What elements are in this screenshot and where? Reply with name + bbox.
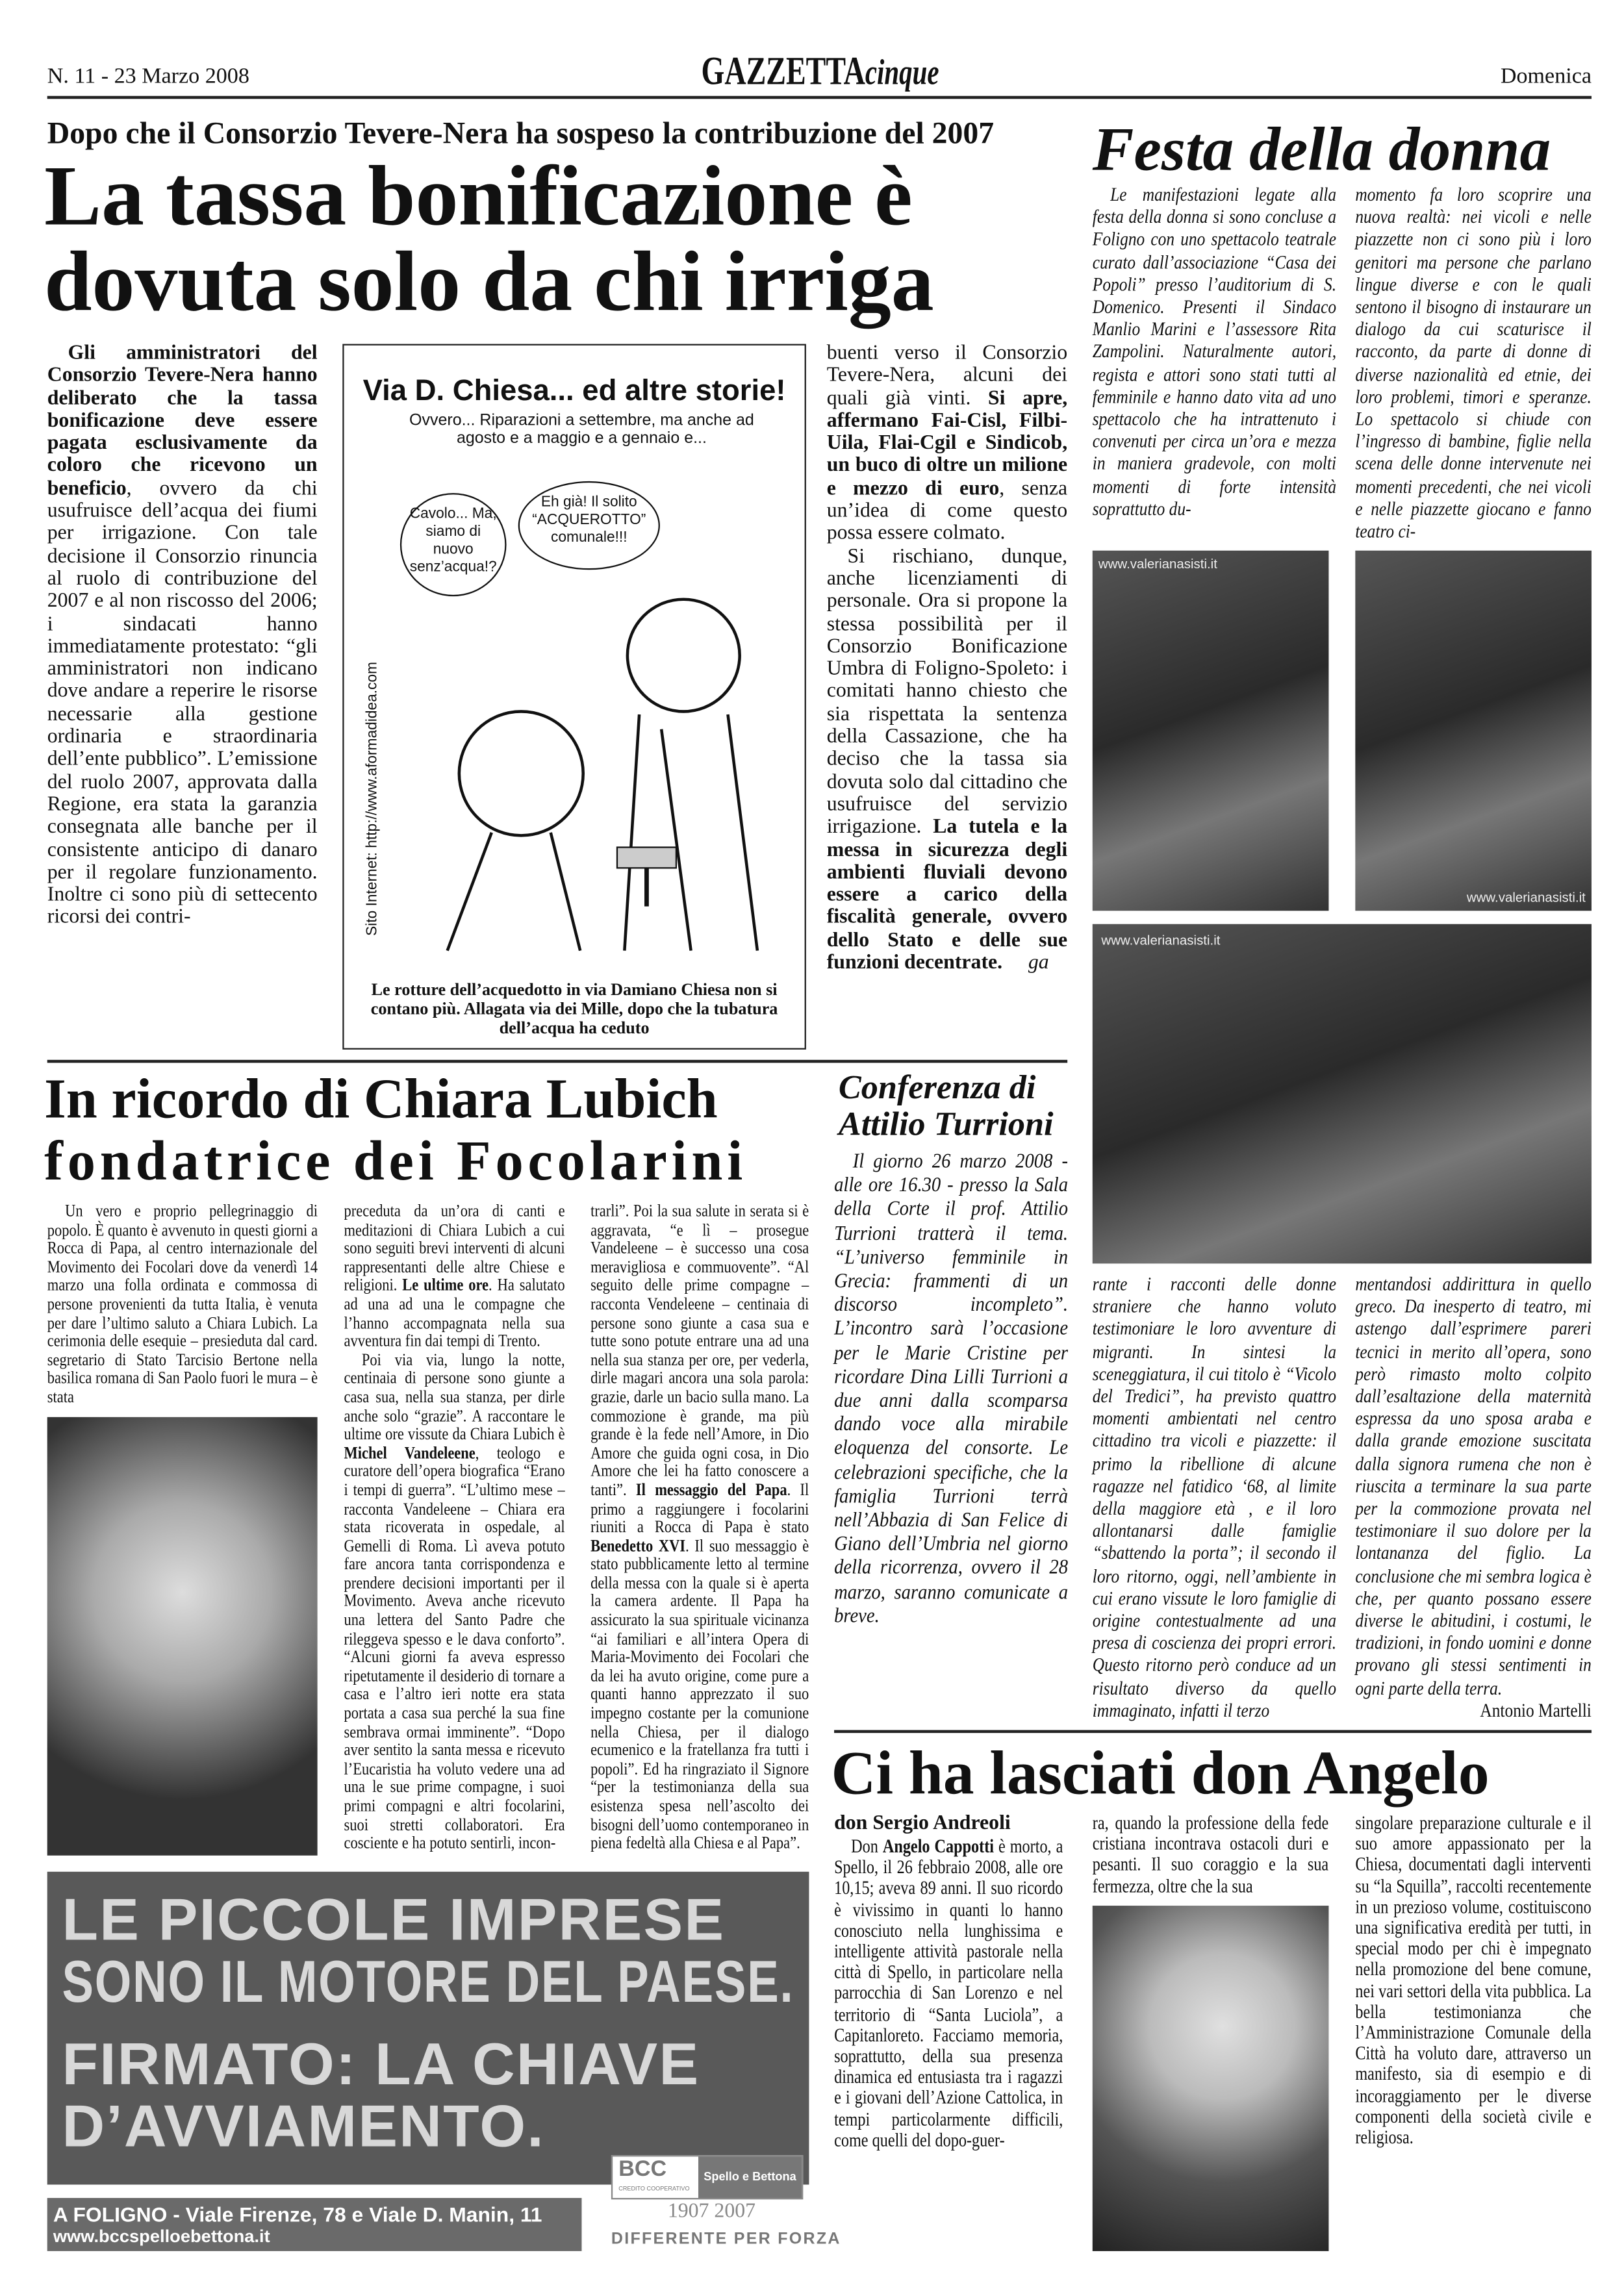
- festa-title: Festa della donna: [1092, 116, 1551, 185]
- lubich-col-2: [344, 1203, 566, 1854]
- lead-bold: Gli amministratori del Consorzio Tevere-Nera hanno deliberato che la tassa bonificazione deve essere pagata esclusivamente da coloro che ricevono un beneficio: [47, 342, 318, 500]
- angelo-col-3: [1355, 1813, 1592, 2148]
- ad-footer: [47, 2156, 841, 2259]
- conferenza-text: [834, 1152, 1067, 1630]
- headline-line-2: fondatrice dei Focolarini: [44, 1130, 748, 1193]
- ad-line-2: SONO IL MOTORE DEL PAESE.: [62, 1950, 794, 2015]
- body-text: Le manifestazioni legate alla festa della donna si sono concluse a Foligno con uno spettacolo teatrale curato dall’associazione “Casa dei Popoli” presso l’auditorium di S. Domenico. Presenti il Sindaco Manlio Marini e l’assessore Rita Zampolini. Naturalmente autori, regista e attori sono stati tutti al femminile e hanno dato vita ad uno spettacolo che ha intrattenuto i convenuti per circa un’ora e mezza in maniera gradevole, con molti momenti di forte intensità soprattutto du-: [1092, 183, 1337, 520]
- bold-text: La tutela e la messa in sicurezza degli ambienti fluviali devono essere a carico della fiscalità generale, ovvero dello Stato e delle sue funzioni decentrate.: [826, 816, 1068, 975]
- cartoon-caption: Le rotture dell’acquedotto in via Damiano Chiesa non si contano più. Allagata via dei Mille, dopo che la tubatura dell’acqua ha ceduto: [359, 981, 790, 1039]
- issue-date: N. 11 - 23 Marzo 2008: [47, 64, 249, 89]
- speech-bubble-right: Eh già! Il solito “ACQUEROTTO” comunale!!!: [518, 481, 660, 570]
- author: Antonio Martelli: [1480, 1698, 1592, 1721]
- bold-name: Angelo Cappotti: [882, 1834, 995, 1858]
- conferenza-title: [839, 1068, 1072, 1142]
- bold-name: Michel Vandeleene: [344, 1444, 476, 1463]
- photo-woman-2: [1355, 551, 1592, 910]
- section-rule: [834, 1730, 1592, 1734]
- logo-subtext: CREDITO COOPERATIVO: [618, 2184, 690, 2192]
- photo-women-1: [1093, 551, 1329, 910]
- body-text: Un vero e proprio pellegrinaggio di popolo. È quanto è avvenuto in questi giorni a Rocca di Papa, al centro internazionale del Movimento dei Focolari dove da venerdì 14 marzo una folla ordinata e commossa di persone provenienti da tutta Italia, è venuta per dare l’ultimo saluto a Chiara Lubich. La cerimonia delle esequie – presieduta dal card. segretario di Stato Tarcisio Bertone nella basilica romana di San Paolo fuori le mura – è stata: [47, 1203, 318, 1407]
- festa-col-3: [1093, 1272, 1336, 1721]
- bold-text: Si apre, affermano Fai-Cisl, Filbi-Uila, Flai-Cgil e Sindicob, un buco di oltre un milione e mezzo di euro: [826, 387, 1068, 500]
- section-rule: [47, 1060, 1067, 1062]
- lubich-headline: [44, 1068, 812, 1192]
- body-text: singolare preparazione culturale e il suo amore appassionato per la Chiesa, documentati dagli interventi su “la Squilla”, raccolti recentemente in un prezioso volume, costituiscono una significativa eredità per tutti, in special modo per chi è impegnato nella promozione del bene comune, nei vari settori della vita pubblica. La bella testimonianza che l’Amministrazione Comunale della Città ha voluto dare, attraverso un manifesto, sia di esempio e di incoraggiamento per le diverse componenti della società civile e religiosa.: [1355, 1811, 1592, 2148]
- body-text: rante i racconti delle donne straniere che hanno voluto testimoniare le loro avventure di migranti. In sintesi la sceneggiatura, il cui titolo è “Vicolo del Tredici”, ha previsto quattro momenti ambientati nel centro cittadino tra vicoli e piazzette: il primo la ribellione di alcune ragazze nel fatidico ‘68, al limite della maggiore età , e il loro allontanarsi dalle famiglie “sbattendo la porta”; il secondo il loro ritorno, oggi, nell’ambiente in cui erano vissute le loro famiglie di origine contestualmente ad una presa di coscienza dei propri errori. Questo ritorno però conduce ad un risultato diverso da quello immaginato, infatti il terzo: [1092, 1272, 1337, 1721]
- bold-name: Benedetto XVI: [590, 1537, 686, 1556]
- body-text: preceduta da un’ora di canti e meditazioni di Chiara Lubich a cui sono seguiti brevi interventi di alcuni rappresentanti delle altre Chiese e religioni.: [344, 1203, 565, 1296]
- photo-credit: www.valerianasisti.it: [1098, 557, 1217, 572]
- ad-slogan: DIFFERENTE PER FORZA: [611, 2230, 841, 2249]
- speech-bubble-left: Cavolo... Ma, siamo di nuovo senz’acqua!?: [400, 493, 507, 596]
- ad-line-3: FIRMATO: LA CHIAVE: [62, 2032, 700, 2098]
- body-text: Il giorno 26 marzo 2008 - alle ore 16.30 - presso la Sala della Corte il prof. Attilio Turrioni tratterà il tema. “L’universo femminile in Grecia: frammenti di un discorso incompleto”. L’incontro sarà l’occasione per le Marie Cristine per ricordare Dina Lilli Turrioni a due anni dalla scomparsa dando voce alla mirabile eloquenza del consorte. Le celebrazioni specifiche, che la famiglia Turrioni terrà nell’Abbazia di San Felice di Giano dell’Umbria nel giorno della ricorrenza, ovvero il 28 marzo, saranno comunicate a breve.: [834, 1151, 1069, 1628]
- cartoon-title: Via D. Chiesa... ed altre storie!: [362, 375, 786, 408]
- masthead: [702, 49, 939, 94]
- lubich-col-3: [590, 1203, 809, 1854]
- photo-chiara-lubich: [47, 1417, 318, 1856]
- festa-bottom-text: [1093, 1272, 1592, 1721]
- festa-photo-row: [1093, 551, 1592, 910]
- headline-line-2: dovuta solo da chi irriga: [44, 233, 934, 329]
- ad-address-bar: [47, 2198, 582, 2251]
- festa-body: [1093, 183, 1592, 1721]
- body-text: trarli”. Poi la sua salute in serata si è aggravata, “e lì – prosegue Vandeleene – è successo una cosa meravigliosa e commuovente”. “Al seguito delle prime compagne – racconta Vendeleene – centinaia di persone sono giunte a casa sua e tutte sono potute entrare una ad una nella sua stanza per ore, per vederla, dirle magari ancora una sola parola: grazie, darle un bacio sulla mano. La commozione è grande, ma più grande è la fede nell’Amore, in Dio Amore che guida ogni cosa, in Dio Amore che lei ha fatto conoscere a tanti”.: [590, 1203, 809, 1500]
- festa-top-text: [1093, 183, 1592, 542]
- headline-line-1: In ricordo di Chiara Lubich: [44, 1068, 718, 1131]
- body-text: . Il suo messaggio è stato pubblicamente letto al termine della messa con la quale si è aperta la camera ardente. Il Papa ha assicurato la sua spirituale vicinanza “ai familiari e all’intera Opera di Maria-Movimento dei Focolari che da lei ha avuto origine, come pure a quanti hanno apprezzato il suo impegno costante per la comunione nella Chiesa, per il dialogo ecumenico e la fratellanza fra tutti i popoli”. Ed ha ringraziato il Signore “per la testimonianza della sua esistenza spesa nell’ascolto dei bisogni dell’uomo contemporaneo in piena fedeltà alla Chiesa e al Papa”.: [590, 1537, 809, 1853]
- body-text: mentandosi addirittura in quello greco. Da inesperto di teatro, mi astengo dall’esprimere pareri tecnici in merito all’opera, sono però rimasto molto colpito dall’esaltazione della maternità espressa da uno sposa araba e dalla grande emozione suscitata dalla signora rumena che non è riuscita a terminare la sua parte per la commozione provata nel testimoniare il suo dolore per la lontananza del figlio. La conclusione che mi sembra logica è che, per quanto possano essere diverse le abitudini, i costumi, le tradizioni, in fondo uomini e donne provano gli stessi sentimenti in ogni parte della terra.: [1355, 1272, 1592, 1698]
- ad-line-4: D’AVVIAMENTO.: [62, 2094, 545, 2160]
- body-text: Don: [851, 1834, 883, 1858]
- cartoon-site: Sito Internet: http://www.aformadidea.com: [364, 661, 381, 936]
- cartoon: [342, 344, 806, 1050]
- title-line-2: Attilio Turrioni: [838, 1105, 1054, 1143]
- subhead: Le ultime ore: [402, 1277, 489, 1296]
- tassa-col-3: [827, 342, 1067, 974]
- day-label: Domenica: [1500, 64, 1592, 89]
- body-text: . Il primo a raggiungere i focolarini riuniti a Rocca di Papa è stato: [590, 1482, 809, 1537]
- festa-col-2: [1355, 183, 1592, 542]
- cartoon-drawing: [403, 581, 787, 958]
- bcc-advertisement[interactable]: [47, 1872, 809, 2185]
- photo-group-women: [1093, 924, 1592, 1263]
- angelo-col-2: [1093, 1813, 1329, 2251]
- byline: don Sergio Andreoli: [834, 1812, 1011, 1835]
- body-text: buenti verso il Consorzio Tevere-Nera, alcuni dei quali già vinti.: [826, 342, 1068, 410]
- ad-website[interactable]: www.bccspelloebettona.it: [53, 2226, 270, 2247]
- angelo-headline: Ci ha lasciati don Angelo: [831, 1740, 1490, 1809]
- ad-address: A FOLIGNO - Viale Firenze, 78 e Viale D. Manin, 11: [53, 2202, 542, 2227]
- tassa-col-1: [47, 342, 318, 929]
- body-text: . Ha salutato ad una ad una le compagne che l’hanno accompagnata nella sua avventura fin dai tempi di Trento.: [344, 1277, 565, 1351]
- lubich-col-1: [47, 1203, 318, 1856]
- headline-line-1: La tassa bonificazione è: [44, 147, 913, 244]
- body-text: , teologo e curatore dell’opera biografica “Erano i tempi di guerra”. “L’ultimo mese – racconta Vandeleene – Chiara era stata ricoverata in ospedale, al Gemelli di Roma. Lì aveva potuto fare ancora tanta corrispondenza e prendere decisioni importanti per il Movimento. Aveva anche ricevuto una lettera del Santo Padre che rileggeva spesso e le dava conforto”. “Alcuni giorni fa aveva espresso ripetutamente il desiderio di tornare a casa e l’altro ieri notte era stata portata a casa sua perché la sua fine sembrava ormai imminente”. “Dopo aver sentito la santa messa e ricevuto l’Eucaristia ha voluto vedere una ad una le sue prime compagne, i suoi primi compagni e altri focolarini, suoi stretti collaboratori. Era cosciente e ha potuto sentirli, incon-: [344, 1444, 565, 1853]
- ad-line-1: LE PICCOLE IMPRESE: [62, 1887, 726, 1953]
- logo-text: BCC: [618, 2156, 667, 2182]
- ad-years: 1907 2007: [667, 2201, 756, 2223]
- photo-don-angelo: [1093, 1906, 1329, 2251]
- body-text: , ovvero da chi usufruisce dell’acqua dei fiumi per irrigazione. Con tale decisione il Consorzio rinuncia al ruolo di contribuzione del 2007 e al non riscosso del 2006; i sindacati hanno immediatamente protestato: “gli amministratori non indicano dove andare a reperire le risorse necessarie alla gestione ordinaria e straordinaria dell’ente pubblico”. L’emissione del ruolo 2007, approvata dalla Regione, era stata la garanzia consegnata alle banche per il consistente anticipo di danaro per il regolare funzionamento. Inoltre ci sono più di settecento ricorsi dei contri-: [47, 477, 318, 929]
- festa-col-1: [1093, 183, 1336, 542]
- logo-branch: Spello e Bettona: [698, 2156, 802, 2198]
- angelo-col-1: [834, 1836, 1063, 2151]
- masthead-sub: cinque: [865, 55, 939, 94]
- headline: [44, 147, 1078, 329]
- subhead: Il messaggio del Papa: [635, 1482, 787, 1500]
- header-rule: [47, 96, 1592, 98]
- title-line-1: Conferenza di: [838, 1068, 1036, 1106]
- body-text: , senza un’idea di come questo possa essere colmato.: [826, 477, 1068, 546]
- body-text: Poi via via, lungo la notte, centinaia di persone sono giunte a casa sua, nella sua stanza, per dirle anche solo “grazie”. A raccontare le ultime ore vissute da Chiara Lubich è: [344, 1352, 565, 1444]
- cartoon-subtitle: Ovvero... Riparazioni a settembre, ma anche ad agosto e a maggio e a gennaio e...: [409, 412, 754, 448]
- kicker: Dopo che il Consorzio Tevere-Nera ha sospeso la contribuzione del 2007: [47, 115, 995, 151]
- bcc-logo: [611, 2155, 803, 2199]
- body-text: è morto, a Spello, il 26 febbraio 2008, alle ore 10,15; aveva 89 anni. Il suo ricordo è vivissimo in quanti lo hanno conosciuto nella lunghissima e intelligente attività pastorale nella città di Spello, in particolare nella parrocchia di San Lorenzo e nel territorio di “Santa Luciola”, a Capitanloreto. Facciamo memoria, soprattutto, della sua presenza dinamica ed entusiasta tra i ragazzi e i giovani dell’Azione Cattolica, in tempi particolarmente difficili, come quelli del dopo-guer-: [834, 1834, 1063, 2151]
- body-text: ra, quando la professione della fede cristiana incontrava ostacoli duri e pesanti. Il suo coraggio e la sua fermezza, oltre che la sua: [1092, 1811, 1329, 1897]
- body-text: momento fa loro scoprire una nuova realtà: nei vicoli e nelle piazzette non ci sono più i loro genitori ma persone che parlano lingue diverse e con le quali sentono il bisogno di instaurare un dialogo da cui scaturisce il racconto, da parte di donne di diverse nazionalità ed etnie, dei loro problemi, timori e speranze. Lo spettacolo si chiude con l’ingresso di bambine, figlie nella scena delle donne intervenute nei momenti precedenti, che nei vicoli e nelle piazzette giocano e fanno teatro ci-: [1355, 183, 1592, 542]
- signature: ga: [1028, 952, 1049, 975]
- masthead-main: GAZZETTA: [701, 48, 865, 94]
- photo-credit: www.valerianasisti.it: [1466, 889, 1586, 905]
- festa-col-4: [1355, 1272, 1592, 1721]
- photo-credit: www.valerianasisti.it: [1101, 932, 1221, 948]
- body-text: Si rischiano, dunque, anche licenziamenti di personale. Ora si propone la stessa possibilità per il Consorzio Bonificazione Umbra di Foligno-Spoleto: i comitati hanno chiesto che sia rispettata la sentenza della Cassazione, che ha deciso che la tassa sia dovuta solo dal cittadino che usufruisce del servizio irrigazione.: [826, 546, 1068, 839]
